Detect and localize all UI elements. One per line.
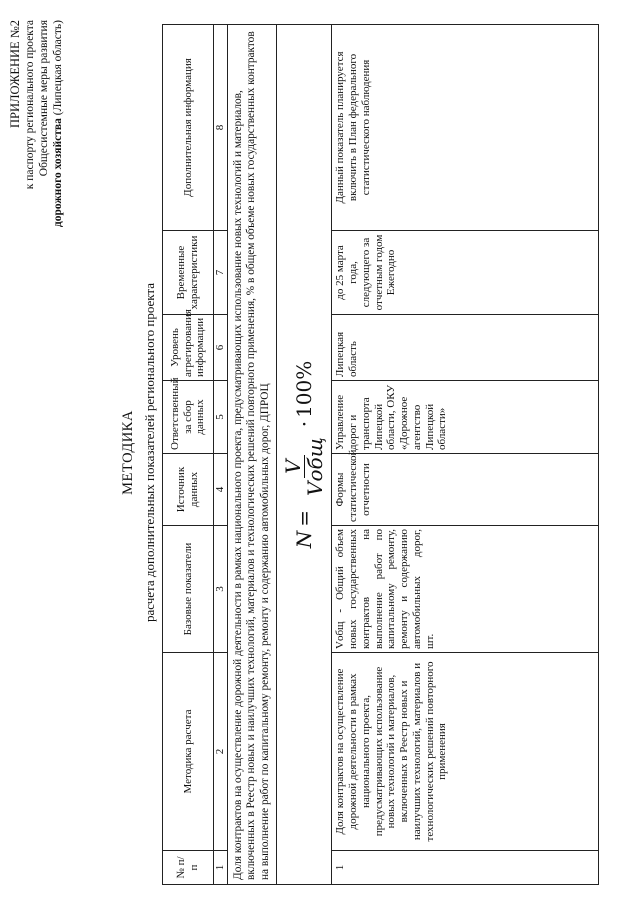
col-number: 5 [214,381,228,454]
col-number: 4 [214,454,228,526]
col-number: 3 [214,526,228,653]
annex-line-project: Общесистемные меры развития [38,20,51,177]
annex-line-road: дорожного хозяйства [52,118,65,228]
header-base: Базовые показатели [163,526,214,653]
row-data-source: Формы статистической отчетности [332,454,599,526]
col-number: 1 [214,851,228,885]
formula-equals: = [291,510,316,527]
col-number: 7 [214,231,228,315]
row-timing: до 25 марта года, следующего за отчетным годом Ежегодно [332,231,599,315]
header-source: Источник данных [163,454,214,526]
table-header-row [163,25,214,885]
formula-dot: · [291,420,316,428]
column-number-row [214,25,228,885]
indicator-description: Доля контрактов на осуществление дорожной деятельности в рамках национального проекта, предусматривающих использование новых технологий и материалов, включенных в Реестр новых и наилучших технологий, материалов и технологических решений повторного применения, % в общем объеме новых государственных контрактов на выполнение работ по капитальному ремонту, ремонту и содержанию автомобильных дорог, ДПРОЦ [227,25,277,885]
col-number: 6 [214,315,228,381]
annex-header [8,20,65,227]
formula-lhs: N [291,530,316,549]
formula-cell [277,25,332,885]
formula-multiplier: 100% [291,360,316,418]
formula-row [277,25,332,885]
header-aggregation: Уровень агрегирования информации [163,315,214,381]
header-responsible: Ответственный за сбор данных [163,381,214,454]
annex-line-region [51,20,65,227]
col-number: 8 [214,25,228,231]
annex-line-region-name: (Липецкая область) [52,20,65,116]
methodology-table [162,24,599,885]
indicator-description-row [227,25,277,885]
row-number: 1 [332,851,599,885]
row-responsible: Управление дорог и транспорта Липецкой области, ОКУ «Дорожное агентство Липецкой области» [332,381,599,454]
document-subtitle: расчета дополнительных показателей регионального проекта [142,282,157,623]
row-additional-info: Данный показатель планируется включить в План федерального статистического наблюдения [332,25,599,231]
annex-line-passport: к паспорту регионального проекта [24,20,37,190]
formula-fraction [280,433,327,500]
row-method: Доля контрактов на осуществление дорожной деятельности в рамках национального проекта, предусматривающих использование новых технологий и материалов, включенных в Реестр новых и наилучших технологий, материалов и технологических решений повторного применения [332,653,599,851]
col-number: 2 [214,653,228,851]
formula-denominator: Vобщ [302,437,327,496]
row-base-indicators: Vобщ - Общий объем новых государственных контрактов на выполнение работ по капитальному ремонту, ремонту и содержанию автомобильных дорог, шт. [332,526,599,653]
header-method: Методика расчета [163,653,214,851]
header-timing: Временные характеристики [163,231,214,315]
table-row [332,25,599,885]
document-title: МЕТОДИКА [120,410,136,495]
annex-number: ПРИЛОЖЕНИЕ №2 [8,20,22,129]
row-aggregation: Липецкая область [332,315,599,381]
formula-numerator: V [283,455,305,477]
formula [280,360,327,549]
header-num: № п/п [163,851,214,885]
header-additional: Дополнительная информация [163,25,214,231]
